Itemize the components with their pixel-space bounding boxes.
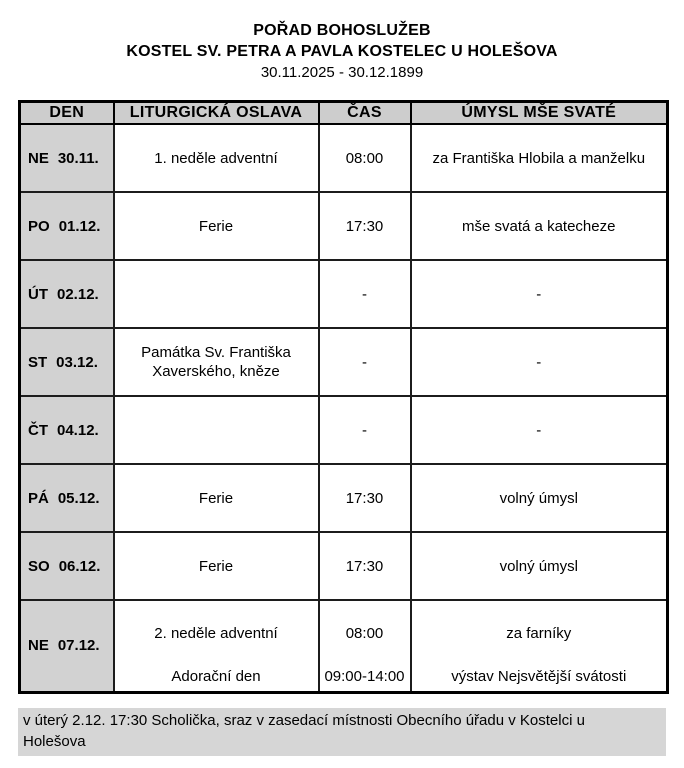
- intention-cell: za Františka Hlobila a manželku: [411, 124, 668, 192]
- day-label: [21, 353, 113, 372]
- day-abbrev: SO: [28, 557, 50, 575]
- schedule-table-body: [20, 124, 668, 692]
- schedule-table-header: [20, 102, 668, 125]
- day-date: 01.12.: [58, 217, 101, 235]
- celebration-cell-secondary: Adorační den: [171, 668, 261, 686]
- time-cell: 17:30: [319, 532, 411, 600]
- time-cell-primary: 08:00: [345, 625, 384, 643]
- celebration-cell: [114, 260, 319, 328]
- day-label: [21, 421, 113, 440]
- day-cell: [20, 124, 114, 192]
- table-row: [20, 192, 668, 260]
- day-label: [21, 636, 113, 655]
- celebration-cell: Ferie: [114, 464, 319, 532]
- day-abbrev: PO: [28, 217, 50, 235]
- intention-cell: -: [411, 328, 668, 396]
- header-row: [20, 102, 668, 125]
- intention-cell: volný úmysl: [411, 464, 668, 532]
- table-row: [20, 260, 668, 328]
- table-row: [20, 396, 668, 464]
- day-abbrev: NE: [28, 149, 49, 167]
- time-cell-secondary: 09:00-14:00: [324, 668, 405, 686]
- intention-cell: -: [411, 396, 668, 464]
- day-date: 03.12.: [56, 353, 98, 371]
- celebration-cell: Památka Sv. Františka Xaverského, kněze: [114, 328, 319, 396]
- celebration-cell: Ferie: [114, 532, 319, 600]
- time-cell: 08:00: [319, 124, 411, 192]
- time-cell: -: [319, 328, 411, 396]
- day-date: 30.11.: [57, 149, 99, 167]
- day-date: 06.12.: [58, 557, 101, 575]
- celebration-cell: [114, 396, 319, 464]
- intention-cell: volný úmysl: [411, 532, 668, 600]
- time-cell: 17:30: [319, 192, 411, 260]
- intention-cell-primary: za farníky: [506, 625, 572, 643]
- column-header-intention: ÚMYSL MŠE SVATÉ: [411, 102, 668, 125]
- time-cell: -: [319, 260, 411, 328]
- day-abbrev: NE: [28, 637, 49, 655]
- time-cell: 17:30: [319, 464, 411, 532]
- intention-cell: -: [411, 260, 668, 328]
- day-date: 04.12.: [57, 421, 99, 439]
- time-cell: -: [319, 396, 411, 464]
- page-subtitle: KOSTEL SV. PETRA A PAVLA KOSTELEC U HOLEŠOVA: [126, 43, 558, 60]
- document-header: [0, 0, 684, 84]
- day-abbrev: ÚT: [28, 285, 48, 303]
- day-date: 07.12.: [57, 637, 100, 655]
- day-abbrev: ČT: [28, 421, 48, 439]
- table-row: [20, 532, 668, 600]
- page-title: POŘAD BOHOSLUŽEB: [253, 22, 431, 39]
- schedule-table: [18, 100, 669, 694]
- table-row: [20, 328, 668, 396]
- celebration-cell: 1. neděle adventní: [114, 124, 319, 192]
- celebration-cell: [114, 600, 319, 692]
- day-cell: [20, 532, 114, 600]
- table-row: [20, 124, 668, 192]
- footer-note: v úterý 2.12. 17:30 Scholička, sraz v zasedací místnosti Obecního úřadu v Kostelci u Holešova: [18, 708, 666, 756]
- day-cell: [20, 396, 114, 464]
- day-label: [21, 149, 113, 168]
- intention-cell: [411, 600, 668, 692]
- date-range: 30.11.2025 - 30.12.1899: [260, 64, 424, 81]
- day-label: [21, 285, 113, 304]
- column-header-day: DEN: [20, 102, 114, 125]
- day-label: [21, 489, 113, 508]
- time-cell: [319, 600, 411, 692]
- day-cell: [20, 260, 114, 328]
- day-date: 02.12.: [57, 285, 99, 303]
- day-cell: [20, 600, 114, 692]
- day-cell: [20, 192, 114, 260]
- celebration-cell-primary: 2. neděle adventní: [154, 625, 278, 643]
- day-abbrev: PÁ: [28, 489, 49, 507]
- table-row: [20, 600, 668, 692]
- column-header-time: ČAS: [319, 102, 411, 125]
- intention-cell-secondary: výstav Nejsvětější svátosti: [451, 668, 627, 686]
- day-cell: [20, 464, 114, 532]
- day-label: [21, 217, 113, 236]
- day-cell: [20, 328, 114, 396]
- column-header-celebration: LITURGICKÁ OSLAVA: [114, 102, 319, 125]
- table-row: [20, 464, 668, 532]
- celebration-cell: Ferie: [114, 192, 319, 260]
- day-date: 05.12.: [57, 489, 100, 507]
- day-label: [21, 557, 113, 576]
- day-abbrev: ST: [28, 353, 48, 371]
- intention-cell: mše svatá a katecheze: [411, 192, 668, 260]
